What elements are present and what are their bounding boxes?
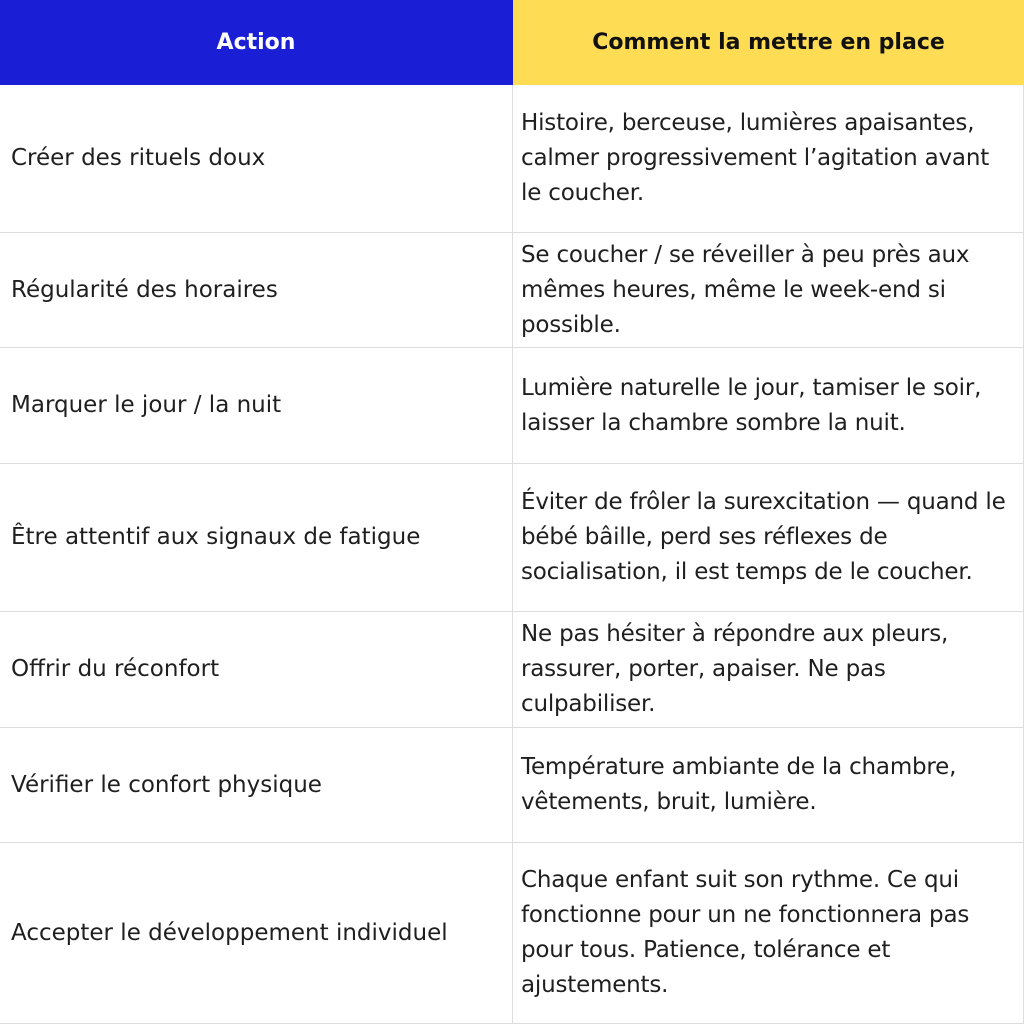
row-5-how: Ne pas hésiter à répondre aux pleurs, rassurer, porter, apaiser. Ne pas culpabiliser. bbox=[513, 612, 1024, 728]
row-3-how: Lumière naturelle le jour, tamiser le soir, laisser la chambre sombre la nuit. bbox=[513, 348, 1024, 464]
row-5-action: Offrir du réconfort bbox=[0, 612, 513, 728]
row-7-how: Chaque enfant suit son rythme. Ce qui fonctionne pour un ne fonctionnera pas pour tous. Patience, tolérance et ajustements. bbox=[513, 843, 1024, 1024]
header-how: Comment la mettre en place bbox=[513, 0, 1024, 85]
row-6-action: Vérifier le confort physique bbox=[0, 728, 513, 843]
row-4-action: Être attentif aux signaux de fatigue bbox=[0, 464, 513, 612]
row-1-how: Histoire, berceuse, lumières apaisantes, calmer progressivement l’agitation avant le coucher. bbox=[513, 85, 1024, 233]
row-3-action: Marquer le jour / la nuit bbox=[0, 348, 513, 464]
row-6-how: Température ambiante de la chambre, vêtements, bruit, lumière. bbox=[513, 728, 1024, 843]
row-1-action: Créer des rituels doux bbox=[0, 85, 513, 233]
row-4-how: Éviter de frôler la surexcitation — quand le bébé bâille, perd ses réflexes de socialisation, il est temps de le coucher. bbox=[513, 464, 1024, 612]
row-2-how: Se coucher / se réveiller à peu près aux mêmes heures, même le week-end si possible. bbox=[513, 233, 1024, 348]
row-2-action: Régularité des horaires bbox=[0, 233, 513, 348]
header-action: Action bbox=[0, 0, 513, 85]
row-7-action: Accepter le développement individuel bbox=[0, 843, 513, 1024]
